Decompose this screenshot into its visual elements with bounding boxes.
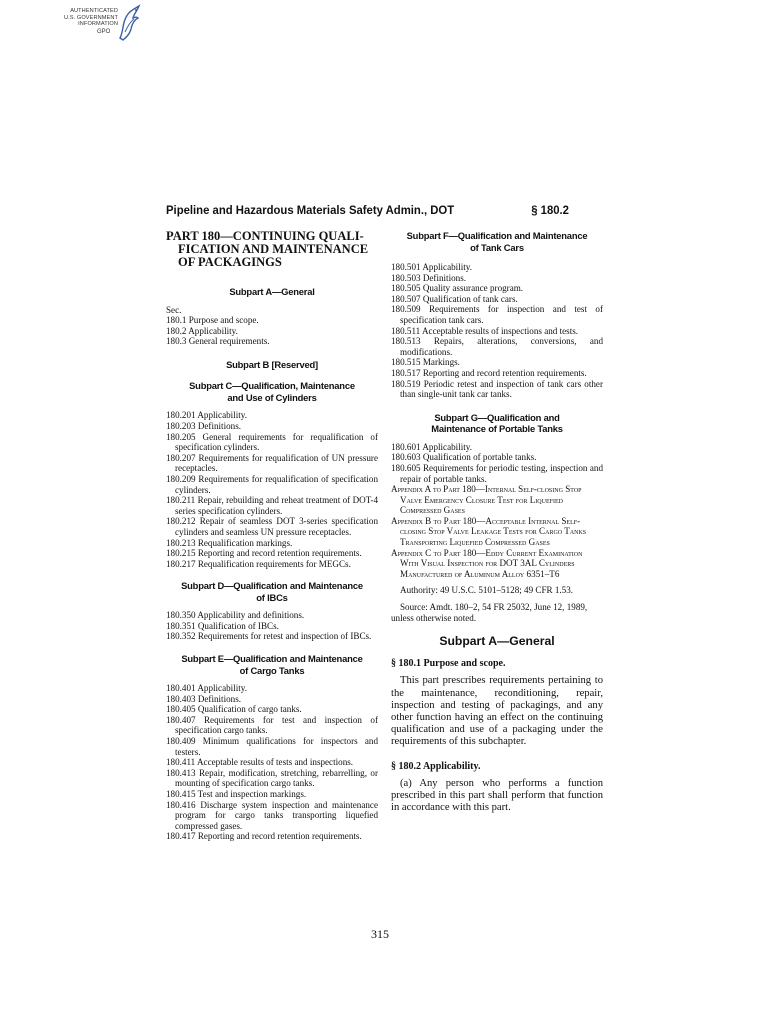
appendix-entry: Appendix B to Part 180—Acceptable Internal Self-closing Stop Valve Leakage Tests for Cargo Tanks Transporting Liquefied Compressed Gases: [391, 515, 587, 548]
toc-entry: 180.513 Repairs, alterations, conversions, and modifications.: [391, 336, 603, 357]
toc-entry: 180.407 Requirements for test and inspection of specification cargo tanks.: [166, 714, 378, 736]
left-column: [166, 230, 378, 850]
header-section: § 180.2: [531, 203, 569, 217]
toc-entry: 180.507 Qualification of tank cars.: [391, 293, 518, 304]
subpart-c-heading: [166, 380, 378, 403]
subpart-e-heading: [166, 653, 378, 676]
heading-line: of IBCs: [256, 591, 288, 603]
toc-entry: 180.217 Requalification requirements for MEGCs.: [166, 558, 351, 569]
authenticated-gpo-seal: [58, 4, 142, 48]
toc-entry: 180.401 Applicability.: [166, 683, 247, 694]
subpart-a-toc: [166, 305, 378, 347]
seal-line: U.S. GOVERNMENT: [63, 14, 118, 21]
heading-line: Subpart F—Qualification and Maintenance: [406, 230, 588, 241]
toc-entry: 180.211 Repair, rebuilding and reheat treatment of DOT-4 series specification cylinders.: [166, 495, 378, 516]
toc-entry: 180.207 Requirements for requalification of UN pressure receptacles.: [166, 452, 378, 474]
subpart-e-toc: [166, 683, 378, 842]
subpart-f-toc: [391, 262, 603, 400]
toc-entry: 180.215 Reporting and record retention requirements.: [166, 548, 362, 559]
heading-line: and Use of Cylinders: [227, 391, 317, 403]
heading-line: Subpart E—Qualification and Maintenance: [181, 653, 363, 665]
section-180-2-text: (a) Any person who performs a function prescribed in this part shall perform that function in accordance with this part.: [391, 777, 603, 814]
toc-entry: 180.509 Requirements for inspection and test of specification tank cars.: [391, 304, 603, 325]
toc-entry: 180.1 Purpose and scope.: [166, 315, 259, 326]
gpo-label: GPO: [97, 29, 111, 35]
toc-entry: 180.417 Reporting and record retention requirements.: [166, 831, 362, 842]
toc-entry: 180.511 Acceptable results of inspections and tests.: [391, 325, 579, 336]
toc-entry: 180.205 General requirements for requalification of specification cylinders.: [166, 431, 378, 453]
seal-line: INFORMATION: [78, 21, 118, 28]
subpart-d-toc: [166, 610, 378, 642]
seal-text: [58, 8, 118, 28]
section-180-1-text: This part prescribes requirements pertaining to the maintenance, reconditioning, repair, inspection and testing of packagings, and any other function having an effect on the continuing qualification and use of a packaging under the requirements of this subchapter.: [391, 675, 603, 748]
heading-line: Maintenance of Portable Tanks: [431, 423, 563, 435]
toc-entry: 180.212 Repair of seamless DOT 3-series specification cylinders and seamless UN pressure receptacles.: [166, 516, 378, 537]
toc-entry: 180.411 Acceptable results of tests and inspections.: [166, 757, 354, 768]
header-agency: Pipeline and Hazardous Materials Safety Admin., DOT: [166, 203, 455, 217]
heading-line: of Tank Cars: [470, 241, 524, 253]
appendix-list: [391, 484, 603, 579]
toc-entry: 180.403 Definitions.: [166, 693, 242, 704]
subpart-c-toc: [166, 410, 378, 569]
toc-entry: 180.505 Quality assurance program.: [391, 283, 524, 294]
toc-entry: 180.415 Test and inspection markings.: [166, 789, 307, 799]
page-number: 315: [371, 927, 389, 941]
part-title: [166, 230, 378, 269]
toc-entry: 180.519 Periodic retest and inspection of tank cars other than single-unit tank car tanks.: [391, 378, 603, 400]
sec-label: Sec.: [166, 304, 182, 315]
heading-line: Subpart G—Qualification and: [434, 411, 560, 423]
part-title-line: OF PACKAGINGS: [178, 255, 282, 269]
running-header: [166, 203, 569, 217]
subpart-g-heading: [391, 412, 603, 435]
toc-entry: 180.601 Applicability.: [391, 441, 472, 452]
toc-entry: 180.3 General requirements.: [166, 336, 270, 347]
toc-entry: 180.203 Definitions.: [166, 420, 242, 431]
toc-entry: 180.603 Qualification of portable tanks.: [391, 452, 537, 463]
toc-entry: 180.503 Definitions.: [391, 272, 467, 283]
heading-line: of Cargo Tanks: [239, 664, 305, 676]
subpart-g-toc: [391, 442, 603, 484]
subpart-b-heading: Subpart B [Reserved]: [226, 358, 318, 370]
toc-entry: 180.350 Applicability and definitions.: [166, 610, 305, 621]
heading-line: Subpart D—Qualification and Maintenance: [181, 580, 363, 592]
toc-entry: 180.515 Markings.: [391, 357, 460, 368]
subpart-a-toc-heading: Subpart A—General: [229, 286, 315, 297]
part-title-line: PART 180—CONTINUING QUALI-: [166, 229, 364, 243]
toc-entry: 180.405 Qualification of cargo tanks.: [166, 704, 302, 715]
toc-entry: 180.352 Requirements for retest and inspection of IBCs.: [166, 631, 372, 642]
authority-note: Authority: 49 U.S.C. 5101–5128; 49 CFR 1.53.: [400, 585, 574, 596]
subpart-a-heading: Subpart A—General: [439, 634, 555, 649]
toc-entry: 180.409 Minimum qualifications for inspectors and testers.: [166, 736, 378, 757]
appendix-entry: Appendix C to Part 180—Eddy Current Examination With Visual Inspection for DOT 3AL Cylinders Manufactured of Aluminum Alloy 6351–T6: [391, 547, 583, 579]
toc-entry: 180.501 Applicability.: [391, 262, 472, 272]
toc-entry: 180.209 Requirements for requalification of specification cylinders.: [166, 473, 378, 495]
appendix-entry: Appendix A to Part 180—Internal Self-closing Stop Valve Emergency Closure Test for Liquefied Compressed Gases: [391, 484, 582, 516]
heading-line: Subpart C—Qualification, Maintenance: [189, 380, 355, 392]
right-column: [391, 230, 603, 826]
subpart-d-heading: [166, 580, 378, 603]
section-180-1-heading: § 180.1 Purpose and scope.: [391, 658, 506, 670]
toc-entry: 180.351 Qualification of IBCs.: [166, 620, 279, 631]
toc-entry: 180.201 Applicability.: [166, 410, 247, 421]
toc-entry: 180.213 Requalification markings.: [166, 537, 293, 548]
part-title-line: FICATION AND MAINTENANCE: [178, 242, 369, 256]
source-note: Source: Amdt. 180–2, 54 FR 25032, June 12, 1989, unless otherwise noted.: [391, 602, 588, 624]
toc-entry: 180.517 Reporting and record retention requirements.: [391, 367, 587, 378]
subpart-f-heading: [391, 230, 603, 253]
toc-entry: 180.413 Repair, modification, stretching, rebarrelling, or mounting of specification cargo tanks.: [166, 767, 378, 789]
toc-entry: 180.605 Requirements for periodic testing, inspection and repair of portable tanks.: [391, 462, 603, 484]
section-180-2-heading: § 180.2 Applicability.: [391, 760, 481, 772]
toc-entry: 180.416 Discharge system inspection and maintenance program for cargo tanks transporting liquefied compressed gases.: [166, 799, 378, 831]
seal-line: AUTHENTICATED: [70, 8, 118, 14]
eagle-icon: [116, 4, 142, 44]
toc-entry: 180.2 Applicability.: [166, 325, 238, 336]
